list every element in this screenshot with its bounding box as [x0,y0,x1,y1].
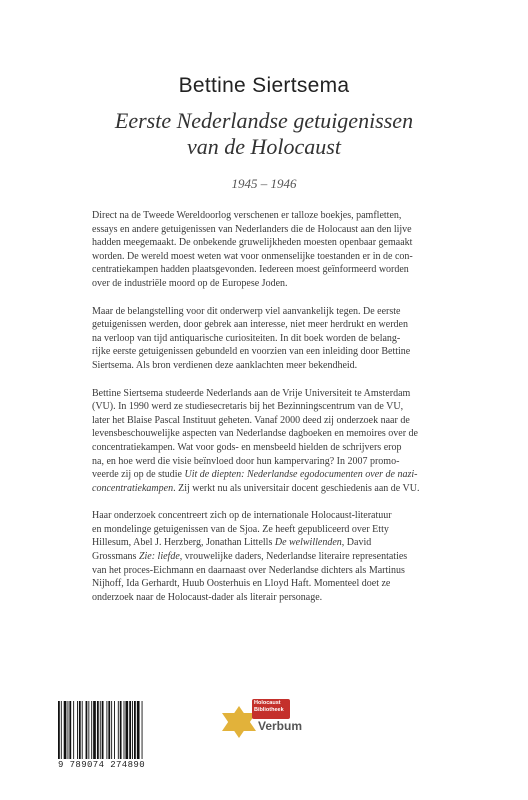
barcode-bar [88,701,89,759]
author-name: Bettine Siertsema [178,74,350,97]
text-line: na verloop van tijd antiquarische curiositeiten. In dit boek worden de belang- [92,332,401,344]
text-line [92,550,439,564]
text-line: rijke eerste getuigenissen gebundeld en voorzien van een inleiding door Bettine [92,346,411,358]
isbn-number: 9 789074 274890 [58,760,146,770]
text-line: concentratiekampen. Wat voor gods- en mensbeeld hielden de schrijvers erop [92,441,402,453]
book-title-line-1: Eerste Nederlandse getuigenissen [114,108,414,133]
barcode-bar [120,701,122,759]
text-segment: . Zij werkt nu als universitair docent geschiedenis aan de VU. [173,482,420,494]
barcode-bar [97,701,99,759]
book-reference: Zie: liefde [138,551,180,563]
text-line: van het proces-Eichmann en daarnaast over Nederlandse dichters als Martinus [92,564,405,576]
barcode-bar [100,701,101,759]
text-line: later het Blaise Pascal Instituut geheten. Vanaf 2000 deed zij onderzoek naar de [92,414,410,426]
book-reference: Uit de diepten: Nederlandse egodocumenten over de nazi- [184,469,418,481]
barcode-bar [73,701,74,759]
text-line [92,536,439,550]
paragraph-3 [92,387,439,496]
barcode-bars [58,701,163,759]
text-segment: Grossmans [92,551,139,563]
barcode-bar [124,701,125,759]
barcode-bar [64,701,67,759]
barcode-bar [129,701,131,759]
text-line: worden. De wereld moest weten wat voor onmenselijke toestanden er in de con- [92,250,413,262]
text-line: levensbeschouwelijke aspecten van Nederlandse dagboeken en memoires over de [92,428,418,440]
logo-series-label [254,700,294,713]
text-line: na, en hoe werd die visie beïnvloed door hun kampervaring? In 2007 promo- [92,455,400,467]
barcode-bar [118,701,119,759]
barcode-bar [69,701,71,759]
book-title [0,108,528,160]
barcode-bar [134,701,136,759]
logo-line-2: Bibliotheek [254,706,284,713]
text-line: Haar onderzoek concentreert zich op de internationale Holocaust-literatuur [92,510,392,522]
text-line: centratiekampen hadden plaatsgevonden. Iedereen moest geïnformeerd worden [92,264,409,276]
text-segment: , David [341,537,372,549]
barcode-bar [68,701,69,759]
book-reference: concentratiekampen [92,482,174,494]
barcode [58,701,163,771]
text-line: en mondelinge getuigenissen van de Sjoa. Ze heeft gepubliceerd over Etty [92,523,389,535]
barcode-bar [82,701,83,759]
barcode-bar [58,701,60,759]
barcode-bar [114,701,115,759]
text-line: Siertsema. Als bron verdienen deze aanklachten meer bekendheid. [92,359,358,371]
barcode-bar [132,701,133,759]
publisher-logo [220,699,320,739]
text-line: onderzoek naar de Holocaust-dader als literair personage. [92,591,323,603]
text-line: (VU). In 1990 werd ze studiesecretaris bij het Bezinningscentrum van de VU, [92,401,404,413]
text-line: getuigenissen werden, door gebrek aan interesse, niet meer herdrukt en werden [92,319,408,331]
logo-brand: Verbum [258,719,303,733]
text-line [92,482,439,496]
text-line [92,468,439,482]
text-segment: veerde zij op de studie [92,469,185,481]
text-line: Nijhoff, Ida Gerhardt, Huub Oosterhuis en Lloyd Haft. Momenteel doet ze [92,578,391,590]
book-title-line-2: van de Holocaust [187,134,341,159]
barcode-bar [86,701,88,759]
barcode-bar [125,701,128,759]
blurb-text [92,209,439,618]
barcode-bar [102,701,104,759]
text-line: Maar de belangstelling voor dit onderwerp viel aanvankelijk tegen. De eerste [92,305,401,317]
text-line: hadden meegemaakt. De onbekende gruwelijkheden moesten openbaar gemaakt [92,237,413,249]
barcode-bar [77,701,78,759]
text-line: Bettine Siertsema studeerde Nederlands aan de Vrije Universiteit te Amsterdam [92,387,411,399]
text-segment: , vrouwelijke daders, Nederlandse literaire representaties [179,551,408,563]
barcode-bar [108,701,110,759]
barcode-bar [106,701,107,759]
text-segment: Hillesum, Abel J. Herzberg, Jonathan Littells [92,537,275,549]
paragraph-2 [92,305,439,373]
barcode-bar [137,701,140,759]
barcode-bar [93,701,96,759]
barcode-bar [111,701,112,759]
barcode-bar [61,701,62,759]
text-line: Direct na de Tweede Wereldoorlog verschenen er talloze boekjes, pamfletten, [92,210,402,221]
barcode-bar [142,701,143,759]
barcode-bar [91,701,92,759]
book-reference: De welwillenden [274,537,342,549]
text-line: over de industriële moord op de Europese Joden. [92,277,288,289]
text-line: essays en andere getuigenissen van Nederlanders die de Holocaust aan den lijve [92,223,412,235]
publication-years: 1945 – 1946 [231,176,297,191]
paragraph-1 [92,209,439,291]
paragraph-4 [92,509,439,604]
logo-line-1: Holocaust [254,700,281,706]
barcode-bar [79,701,81,759]
